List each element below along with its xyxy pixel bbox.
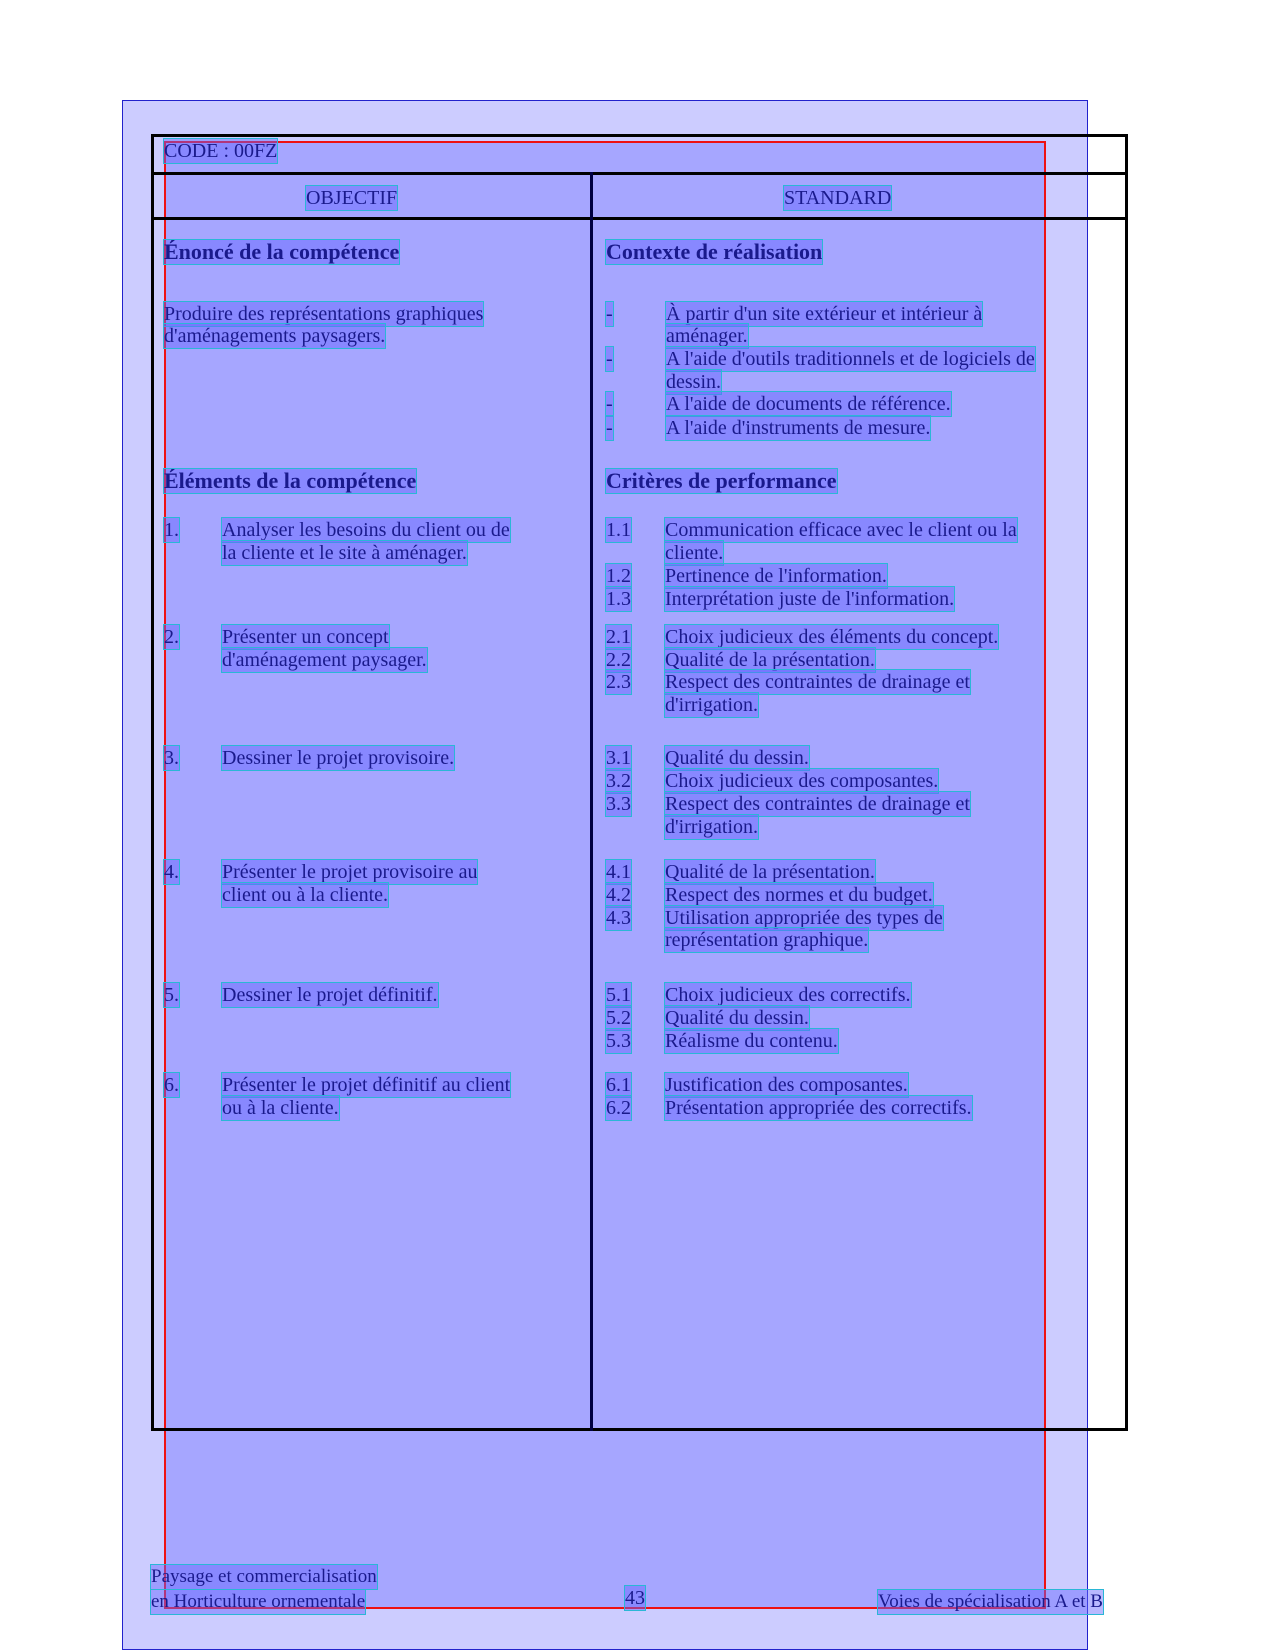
- enonce-line: d'aménagements paysagers.: [164, 325, 386, 347]
- contexte-text: A l'aide de documents de référence.: [666, 393, 951, 415]
- header-objectif: OBJECTIF: [306, 187, 398, 209]
- contexte-text: aménager.: [666, 325, 748, 347]
- critere-text: représentation graphique.: [665, 929, 869, 951]
- contexte-text: dessin.: [666, 371, 721, 393]
- enonce-line: Produire des représentations graphiques: [164, 303, 484, 325]
- critere-number: 4.2: [606, 884, 631, 906]
- critere-text: Choix judicieux des composantes.: [665, 770, 939, 792]
- critere-number: 3.3: [606, 793, 631, 815]
- critere-text: cliente.: [665, 542, 724, 564]
- element-text: Présenter le projet provisoire au: [222, 861, 478, 883]
- criteres-title: Critères de performance: [606, 468, 837, 493]
- element-text: la cliente et le site à aménager.: [222, 542, 467, 564]
- critere-text: Choix judicieux des correctifs.: [665, 984, 911, 1006]
- element-number: 1.: [164, 519, 179, 541]
- column-divider: [590, 172, 593, 1431]
- element-text: d'aménagement paysager.: [222, 649, 427, 671]
- critere-number: 5.3: [606, 1030, 631, 1052]
- contexte-bullet: -: [606, 303, 613, 325]
- critere-number: 3.2: [606, 770, 631, 792]
- element-text: client ou à la cliente.: [222, 884, 389, 906]
- page-number: 43: [625, 1587, 645, 1609]
- critere-text: Qualité de la présentation.: [665, 649, 875, 671]
- critere-number: 1.3: [606, 588, 631, 610]
- critere-number: 2.1: [606, 626, 631, 648]
- critere-number: 2.3: [606, 671, 631, 693]
- enonce-title: Énoncé de la compétence: [164, 239, 400, 264]
- element-text: Présenter un concept: [222, 626, 389, 648]
- element-number: 6.: [164, 1074, 179, 1096]
- critere-text: d'irrigation.: [665, 816, 759, 838]
- critere-text: Utilisation appropriée des types de: [665, 907, 943, 929]
- contexte-title: Contexte de réalisation: [606, 239, 823, 264]
- footer-right: Voies de spécialisation A et B: [878, 1591, 1103, 1612]
- critere-text: Respect des contraintes de drainage et: [665, 671, 970, 693]
- critere-text: Présentation appropriée des correctifs.: [665, 1097, 972, 1119]
- critere-number: 6.1: [606, 1074, 631, 1096]
- critere-text: Qualité du dessin.: [665, 1007, 809, 1029]
- contexte-text: A l'aide d'outils traditionnels et de logiciels de: [666, 348, 1035, 370]
- contexte-bullet: -: [606, 417, 613, 439]
- element-text: Présenter le projet définitif au client: [222, 1074, 511, 1096]
- contexte-text: A l'aide d'instruments de mesure.: [666, 417, 931, 439]
- critere-number: 2.2: [606, 649, 631, 671]
- critere-text: Respect des normes et du budget.: [665, 884, 933, 906]
- critere-text: Qualité du dessin.: [665, 747, 809, 769]
- critere-text: Interprétation juste de l'information.: [665, 588, 955, 610]
- critere-number: 3.1: [606, 747, 631, 769]
- element-number: 3.: [164, 747, 179, 769]
- critere-text: Qualité de la présentation.: [665, 861, 875, 883]
- critere-text: Choix judicieux des éléments du concept.: [665, 626, 999, 648]
- critere-number: 5.1: [606, 984, 631, 1006]
- critere-number: 4.3: [606, 907, 631, 929]
- header-standard: STANDARD: [784, 187, 892, 209]
- critere-text: Communication efficace avec le client ou la: [665, 519, 1017, 541]
- element-text: Dessiner le projet définitif.: [222, 984, 438, 1006]
- header-divider-top: [151, 172, 1128, 175]
- critere-text: Respect des contraintes de drainage et: [665, 793, 970, 815]
- critere-text: Justification des composantes.: [665, 1074, 908, 1096]
- critere-text: d'irrigation.: [665, 694, 759, 716]
- elements-title: Éléments de la compétence: [164, 468, 417, 493]
- contexte-bullet: -: [606, 348, 613, 370]
- header-divider-bottom: [151, 217, 1128, 220]
- critere-number: 6.2: [606, 1097, 631, 1119]
- critere-number: 4.1: [606, 861, 631, 883]
- critere-text: Pertinence de l'information.: [665, 565, 887, 587]
- footer-line-2: en Horticulture ornementale: [151, 1591, 366, 1612]
- critere-number: 5.2: [606, 1007, 631, 1029]
- element-number: 5.: [164, 984, 179, 1006]
- element-text: Analyser les besoins du client ou de: [222, 519, 510, 541]
- code-label: CODE : 00FZ: [164, 140, 278, 162]
- critere-number: 1.1: [606, 519, 631, 541]
- contexte-text: À partir d'un site extérieur et intérieur à: [666, 303, 983, 325]
- critere-number: 1.2: [606, 565, 631, 587]
- element-text: Dessiner le projet provisoire.: [222, 747, 455, 769]
- element-number: 4.: [164, 861, 179, 883]
- element-number: 2.: [164, 626, 179, 648]
- critere-text: Réalisme du contenu.: [665, 1030, 838, 1052]
- contexte-bullet: -: [606, 393, 613, 415]
- footer-line-1: Paysage et commercialisation: [151, 1566, 377, 1587]
- element-text: ou à la cliente.: [222, 1097, 339, 1119]
